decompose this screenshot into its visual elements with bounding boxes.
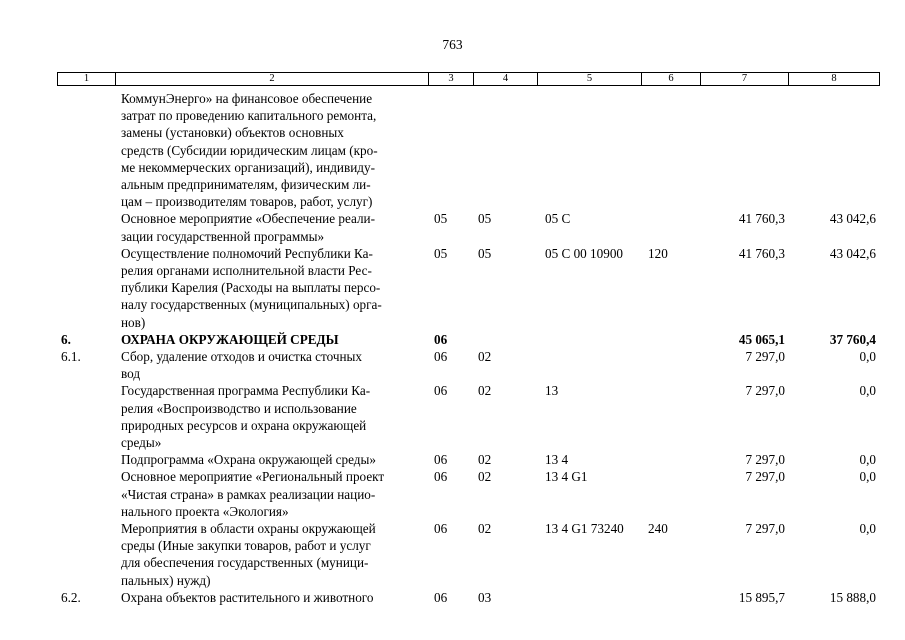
- table-row: [0, 348, 905, 382]
- column-header-cell: 3: [429, 73, 474, 86]
- amount-col-8: 0,0: [859, 452, 876, 468]
- table-row: [0, 382, 905, 451]
- subsection-code: 02: [478, 469, 492, 485]
- row-name-line: зации государственной программы»: [121, 228, 325, 244]
- row-name-line: затрат по проведению капитального ремонта,: [121, 108, 377, 124]
- row-name-line: нального проекта «Экология»: [121, 503, 289, 519]
- budget-table-body: [0, 90, 905, 606]
- subsection-code: 02: [478, 452, 492, 468]
- amount-col-8: 0,0: [859, 383, 876, 399]
- row-name-line: Основное мероприятие «Обеспечение реали-: [121, 211, 375, 227]
- target-article-code: 13: [545, 383, 559, 399]
- column-header-cell: 2: [116, 73, 429, 86]
- row-name-line: Сбор, удаление отходов и очистка сточных: [121, 348, 363, 364]
- subsection-code: 03: [478, 589, 492, 605]
- amount-col-7: 45 065,1: [738, 331, 785, 347]
- subsection-code: 02: [478, 383, 492, 399]
- subsection-code: 02: [478, 520, 492, 536]
- row-number: 6.2.: [61, 589, 81, 605]
- row-number: 6.1.: [61, 348, 81, 364]
- row-name-line: нов): [121, 314, 146, 330]
- row-name-line: для обеспечения государственных (муници-: [121, 555, 369, 571]
- column-header-cell: 8: [789, 73, 880, 86]
- row-name-line: природных ресурсов и охрана окружающей: [121, 417, 367, 433]
- amount-col-7: 7 297,0: [745, 348, 785, 364]
- expense-type-code: 120: [648, 245, 668, 261]
- subsection-code: 05: [478, 211, 492, 227]
- table-row: [0, 520, 905, 589]
- row-name-line: среды»: [121, 434, 162, 450]
- row-name-line: «Чистая страна» в рамках реализации нацио-: [121, 486, 376, 502]
- table-row: [0, 331, 905, 348]
- column-header-table: [57, 72, 880, 86]
- section-code: 05: [434, 211, 448, 227]
- column-header-cell: 7: [701, 73, 789, 86]
- section-code: 05: [434, 245, 448, 261]
- amount-col-8: 43 042,6: [829, 211, 876, 227]
- amount-col-7: 41 760,3: [738, 245, 785, 261]
- row-name-line: ОХРАНА ОКРУЖАЮЩЕЙ СРЕДЫ: [121, 331, 339, 347]
- page-number: 763: [442, 37, 463, 52]
- table-row: [0, 589, 905, 606]
- section-code: 06: [434, 469, 448, 485]
- column-header-cell: 4: [474, 73, 538, 86]
- amount-col-8: 43 042,6: [829, 245, 876, 261]
- table-row: [0, 468, 905, 520]
- target-article-code: 13 4 G1: [545, 469, 588, 485]
- amount-col-8: 15 888,0: [829, 589, 876, 605]
- amount-col-7: 7 297,0: [745, 520, 785, 536]
- table-row: [0, 210, 905, 244]
- row-name-line: Осуществление полномочий Республики Ка-: [121, 245, 373, 261]
- row-name-line: замены (установки) объектов основных: [121, 125, 344, 141]
- row-name-line: релия «Воспроизводство и использование: [121, 400, 357, 416]
- row-name-line: цам – производителям товаров, работ, услуг): [121, 194, 373, 210]
- expense-type-code: 240: [648, 520, 668, 536]
- column-header-row: [58, 73, 880, 86]
- row-name-line: пальных) нужд): [121, 572, 211, 588]
- column-header-cell: 5: [538, 73, 642, 86]
- section-code: 06: [434, 452, 448, 468]
- amount-col-7: 7 297,0: [745, 469, 785, 485]
- row-name-line: Государственная программа Республики Ка-: [121, 383, 371, 399]
- amount-col-8: 0,0: [859, 520, 876, 536]
- target-article-code: 05 С 00 10900: [545, 245, 624, 261]
- subsection-code: 02: [478, 348, 492, 364]
- target-article-code: 13 4: [545, 452, 569, 468]
- amount-col-7: 7 297,0: [745, 452, 785, 468]
- section-code: 06: [434, 383, 448, 399]
- row-number: 6.: [61, 331, 71, 347]
- row-name-line: Подпрограмма «Охрана окружающей среды»: [121, 452, 376, 468]
- subsection-code: 05: [478, 245, 492, 261]
- amount-col-7: 7 297,0: [745, 383, 785, 399]
- row-name-line: КоммунЭнерго» на финансовое обеспечение: [121, 91, 373, 106]
- row-name-line: среды (Иные закупки товаров, работ и услуг: [121, 538, 371, 554]
- row-name-line: Основное мероприятие «Региональный проект: [121, 469, 385, 485]
- row-name-line: налу государственных (муниципальных) орга-: [121, 297, 382, 313]
- row-name-line: Охрана объектов растительного и животного: [121, 589, 374, 605]
- amount-col-8: 0,0: [859, 469, 876, 485]
- amount-col-8: 0,0: [859, 348, 876, 364]
- amount-col-8: 37 760,4: [829, 331, 876, 347]
- target-article-code: 05 С: [545, 211, 571, 227]
- table-row: [0, 245, 905, 331]
- row-name-line: средств (Субсидии юридическим лицам (кро-: [121, 142, 378, 158]
- column-header-cell: 6: [642, 73, 701, 86]
- section-code: 06: [434, 520, 448, 536]
- row-name-line: Мероприятия в области охраны окружающей: [121, 520, 376, 536]
- table-row: [0, 90, 905, 210]
- column-header-cell: 1: [58, 73, 116, 86]
- section-code: 06: [434, 348, 448, 364]
- target-article-code: 13 4 G1 73240: [545, 520, 624, 536]
- row-name-line: релия органами исполнительной власти Рес-: [121, 262, 372, 278]
- row-name-line: ме некоммерческих организаций), индивиду-: [121, 159, 375, 175]
- row-name-line: публики Карелия (Расходы на выплаты персо-: [121, 280, 381, 296]
- section-code: 06: [434, 331, 448, 347]
- amount-col-7: 15 895,7: [738, 589, 785, 605]
- row-name-line: вод: [121, 366, 141, 382]
- row-name-line: альным предпринимателям, физическим ли-: [121, 177, 371, 192]
- section-code: 06: [434, 589, 448, 605]
- table-row: [0, 451, 905, 468]
- amount-col-7: 41 760,3: [738, 211, 785, 227]
